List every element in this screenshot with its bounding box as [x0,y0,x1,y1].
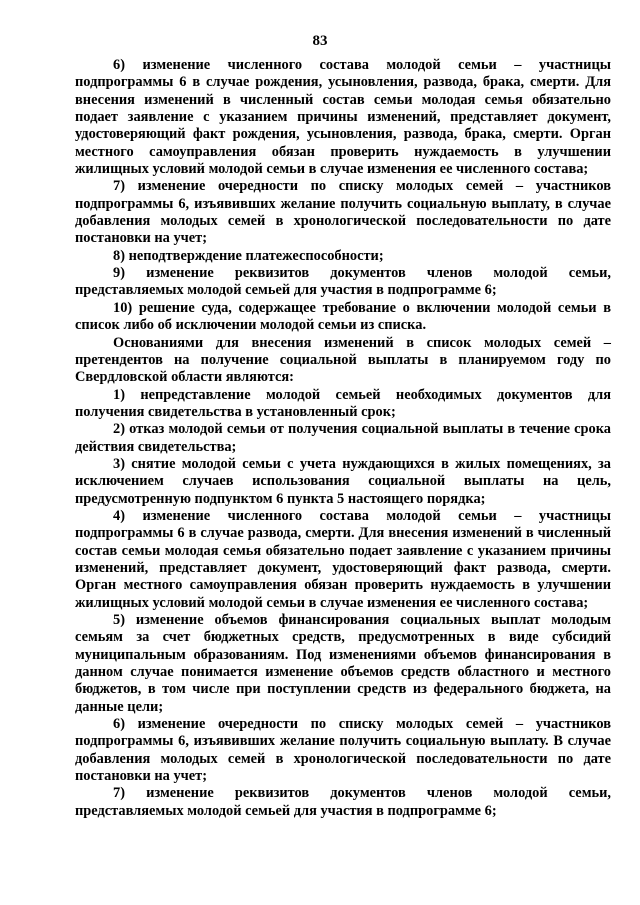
paragraph-ground-4-family-composition: 4) изменение численного состава молодой семьи – участницы подпрограммы 6 в случае развода, смерти. Для внесения изменений в численный состав семьи молодая семья обязательно подает заявление с указанием причины изменений, представляет документ, удостоверяющий факт развода, смерти. Орган местного самоуправления обязан проверить нуждаемость в улучшении жилищных условий молодой семьи в случае изменения ее численного состава; [75,507,611,611]
paragraph-ground-2-refusal: 2) отказ молодой семьи от получения социальной выплаты в течение срока действия свидетельства; [75,421,611,455]
page-number: 83 [312,33,328,49]
paragraph-ground-1-documents: 1) непредставление молодой семьей необходимых документов для получения свидетельства в установленный срок; [75,386,611,420]
paragraph-grounds-intro: Основаниями для внесения изменений в список молодых семей – претендентов на получение социальной выплаты в планируемом году по Свердловской области являются: [75,334,611,386]
paragraph-item-10-court-decision: 10) решение суда, содержащее требование о включении молодой семьи в список либо об исключении молодой семьи из списка. [75,299,611,334]
paragraph-ground-7-document-details: 7) изменение реквизитов документов членов молодой семьи, представляемых молодой семьей для участия в подпрограмме 6; [75,785,611,819]
paragraph-ground-3-deregistration: 3) снятие молодой семьи с учета нуждающихся в жилых помещениях, за исключением случаев использования социальной выплаты на цель, предусмотренную подпунктом 6 пункта 5 настоящего порядка; [75,455,611,507]
page-body [75,57,611,820]
paragraph-item-9-document-details: 9) изменение реквизитов документов членов молодой семьи, представляемых молодой семьей для участия в подпрограмме 6; [75,265,611,299]
paragraph-ground-6-queue-order: 6) изменение очередности по списку молодых семей – участников подпрограммы 6, изъявивших желание получить социальную выплату. В случае добавления молодых семей в хронологической последовательности по дате постановки на учет; [75,716,611,785]
paragraph-item-8-solvency: 8) неподтверждение платежеспособности; [113,247,384,264]
paragraph-item-7-queue-order: 7) изменение очередности по списку молодых семей – участников подпрограммы 6, изъявивших желание получить социальную выплату, в случае добавления молодых семей в хронологической последовательности по дате постановки на учет; [75,178,611,247]
paragraph-item-6-family-composition: 6) изменение численного состава молодой семьи – участницы подпрограммы 6 в случае рождения, усыновления, развода, брака, смерти. Для внесения изменений в численный состав семьи молодая семья обязательно подает заявление с указанием причины изменений, представляет документ, удостоверяющий факт рождения, усыновления, развода, брака, смерти. Орган местного самоуправления обязан проверить нуждаемость в улучшении жилищных условий молодой семьи в случае изменения ее численного состава; [75,57,611,178]
paragraph-ground-5-funding: 5) изменение объемов финансирования социальных выплат молодым семьям за счет бюджетных средств, предусмотренных в виде субсидий муниципальным образованиям. Под изменениями объемов финансирования в данном случае понимается изменение объемов средств областного и местного бюджетов, в том числе при поступлении средств из федерального бюджета, на данные цели; [75,612,611,715]
